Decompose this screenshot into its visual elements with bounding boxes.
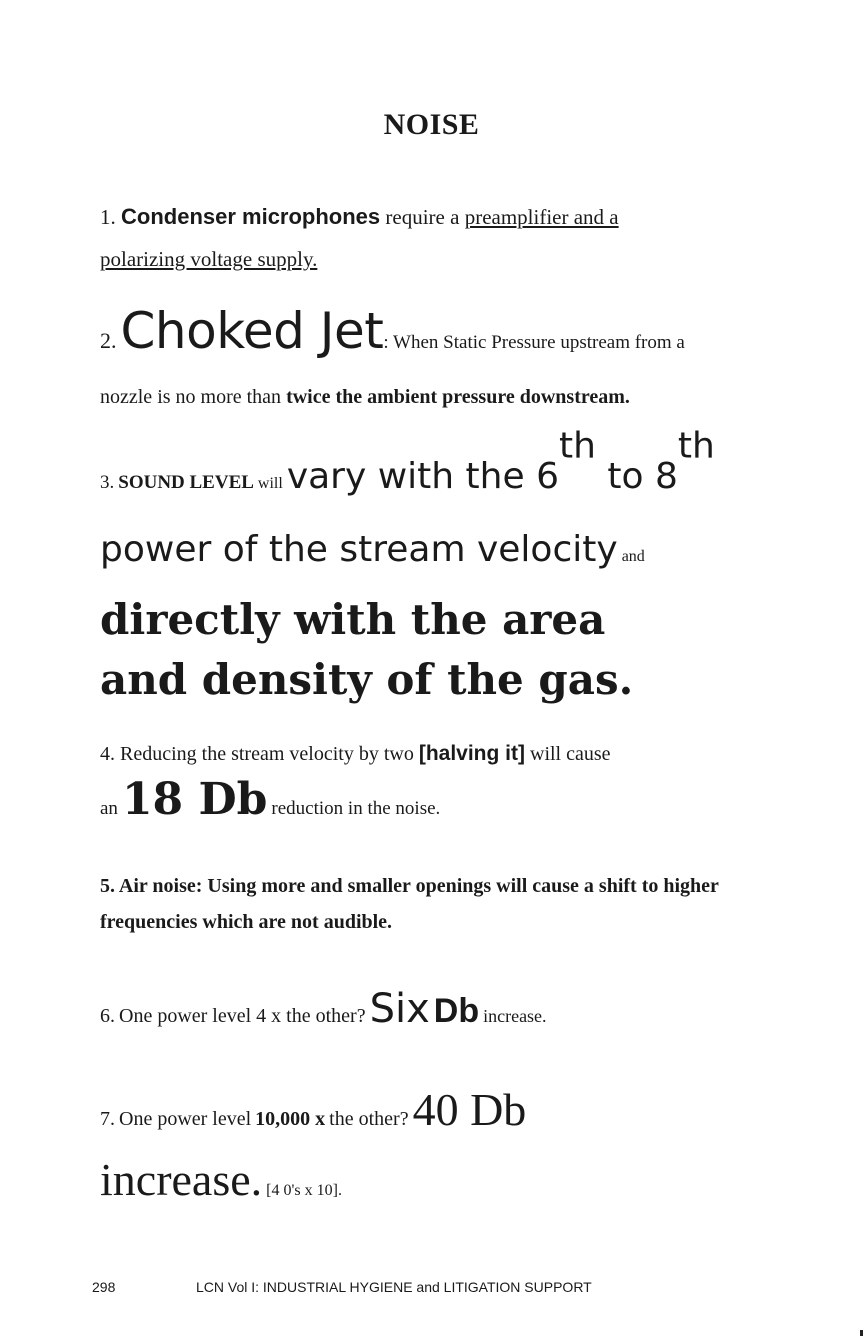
footer-text: LCN Vol I: INDUSTRIAL HYGIENE and LITIGATION SUPPORT	[196, 1279, 592, 1295]
item-big-word: increase.	[100, 1154, 263, 1205]
item-script-text: vary with the 6	[286, 456, 559, 497]
item-script-text-3: power of the stream velocity	[100, 529, 618, 570]
item-text-line2: nozzle is no more than	[100, 386, 282, 408]
superscript: th	[558, 425, 596, 467]
item-number: 6.	[100, 1005, 115, 1027]
item-heavy-line-1: directly with the area	[100, 595, 606, 644]
item-number: 3.	[100, 472, 115, 493]
item-underlined-text: preamplifier and a	[464, 205, 619, 229]
item-1	[100, 196, 780, 280]
item-big-value: 40 Db	[412, 1084, 527, 1135]
item-text-2: the other?	[329, 1108, 409, 1130]
item-bold-bracket: [halving it]	[418, 742, 525, 765]
item-2	[100, 300, 780, 415]
item-text-2: will cause	[530, 743, 611, 765]
item-tiny-note: [4 0's x 10].	[266, 1182, 342, 1199]
item-number: 4.	[100, 743, 115, 765]
item-text-tail: increase.	[483, 1006, 547, 1026]
item-text: require a	[385, 205, 460, 229]
item-script-word: Six	[369, 986, 430, 1032]
item-7	[100, 1082, 780, 1222]
item-text-tail: reduction in the noise.	[271, 798, 441, 819]
item-text-and: and	[621, 548, 645, 565]
item-text-an: an	[100, 798, 118, 819]
item-keyword: Choked Jet	[120, 302, 384, 360]
item-4	[100, 736, 780, 838]
item-text: One power level	[119, 1108, 252, 1130]
item-number: 7.	[100, 1108, 115, 1130]
superscript-2: th	[677, 425, 715, 467]
item-text: will	[257, 475, 283, 492]
item-number: 2.	[100, 328, 117, 353]
item-text: : When Static Pressure upstream from a	[383, 332, 685, 353]
item-text: One power level 4 x the other?	[119, 1005, 366, 1027]
item-bold-text: twice the ambient pressure downstream.	[286, 386, 630, 408]
item-bold-unit: Db	[433, 992, 480, 1030]
item-caps-keyword: SOUND LEVEL	[118, 472, 254, 493]
item-number: 1.	[100, 205, 116, 229]
item-3	[100, 425, 780, 709]
item-keyword: Condenser microphones	[121, 204, 381, 229]
item-text: Air noise: Using more and smaller openings will cause a shift to higher frequencies which are not audible.	[100, 875, 719, 933]
item-text: Reducing the stream velocity by two	[120, 743, 414, 765]
item-script-text-2: to 8	[595, 456, 678, 497]
page-title: NOISE	[383, 108, 480, 141]
item-heavy-line-2: and density of the gas.	[100, 655, 634, 704]
item-number: 5.	[100, 875, 115, 897]
page-number: 298	[92, 1279, 116, 1295]
item-huge-value: 18 Db	[121, 774, 268, 825]
item-underlined-text-2: polarizing voltage supply.	[100, 247, 318, 271]
page-footer	[92, 1279, 792, 1295]
item-6	[100, 984, 780, 1043]
item-bold-text: 10,000 x	[255, 1108, 326, 1130]
item-5	[100, 868, 780, 940]
